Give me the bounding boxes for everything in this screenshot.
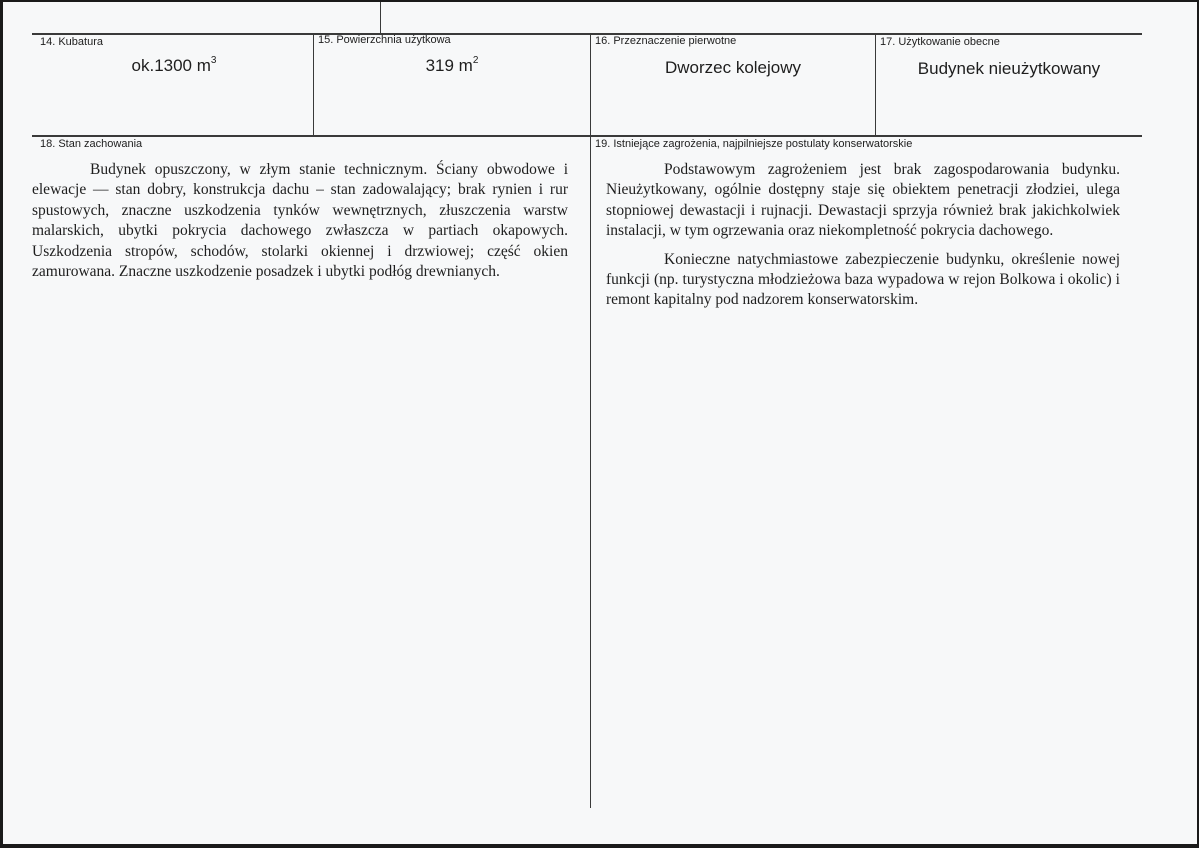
column-divider-3 (875, 34, 876, 136)
document-page (3, 2, 1197, 844)
field-14-label: 14. Kubatura (40, 36, 103, 48)
volume-unit-exponent: 3 (210, 55, 217, 66)
postulates-paragraph: Konieczne natychmiastowe zabezpieczenie budynku, określenie nowej funkcji (np. turystyczna młodzieżowa baza wypadowa w rejon Bolkowa i okolic) i remont kapitalny pod nadzorem konserwatorskim. (606, 250, 1120, 309)
area-value: 319 m (425, 56, 473, 75)
field-15-label: 15. Powierzchnia użytkowa (318, 34, 451, 46)
area-unit-exponent: 2 (472, 55, 479, 66)
field-18-text (32, 160, 568, 290)
field-15-value (314, 56, 590, 76)
field-19-label: 19. Istniejące zagrożenia, najpilniejsze postulaty konserwatorskie (595, 138, 913, 150)
column-divider-1 (313, 34, 314, 136)
column-divider-2 (590, 34, 591, 808)
threats-paragraph: Podstawowym zagrożeniem jest brak zagospodarowania budynku. Nieużytkowany, ogólnie dostępny staje się obiektem penetracji złodziei, ulega stopniowej dewastacji i rujnacji. Dewastacji sprzyja również brak jakichkolwiek instalacji, w tym ogrzewania oraz niekompletność pokrycia dachowego. (606, 161, 1120, 240)
field-18-label: 18. Stan zachowania (40, 138, 143, 150)
field-17-value: Budynek nieużytkowany (917, 59, 1101, 78)
field-17-label: 17. Użytkowanie obecne (880, 36, 1000, 48)
field-19-text (606, 160, 1120, 319)
field-16-value: Dworzec kolejowy (664, 58, 802, 77)
field-16-label: 16. Przeznaczenie pierwotne (595, 35, 737, 47)
volume-value: ok.1300 m (131, 56, 211, 75)
field-14-value (35, 56, 313, 76)
condition-paragraph: Budynek opuszczony, w złym stanie technicznym. Ściany obwodowe i elewacje — stan dobry, konstrukcja dachu – stan zadowalający; brak rynien i rur spustowych, znaczne uszkodzenia tynków wewnętrznych, złuszczenia warstw malarskich, ubytki pokrycia dachowego zwłaszcza w partiach okapowych. Uszkodzenia stropów, schodów, stolarki okiennej i drzwiowej; część okien zamurowana. Znaczne uszkodzenie posadzek i ubytki podłóg drewnianych. (32, 161, 568, 281)
middle-rule (32, 135, 1142, 137)
top-rule (32, 33, 1142, 35)
top-stub-divider (380, 2, 381, 34)
